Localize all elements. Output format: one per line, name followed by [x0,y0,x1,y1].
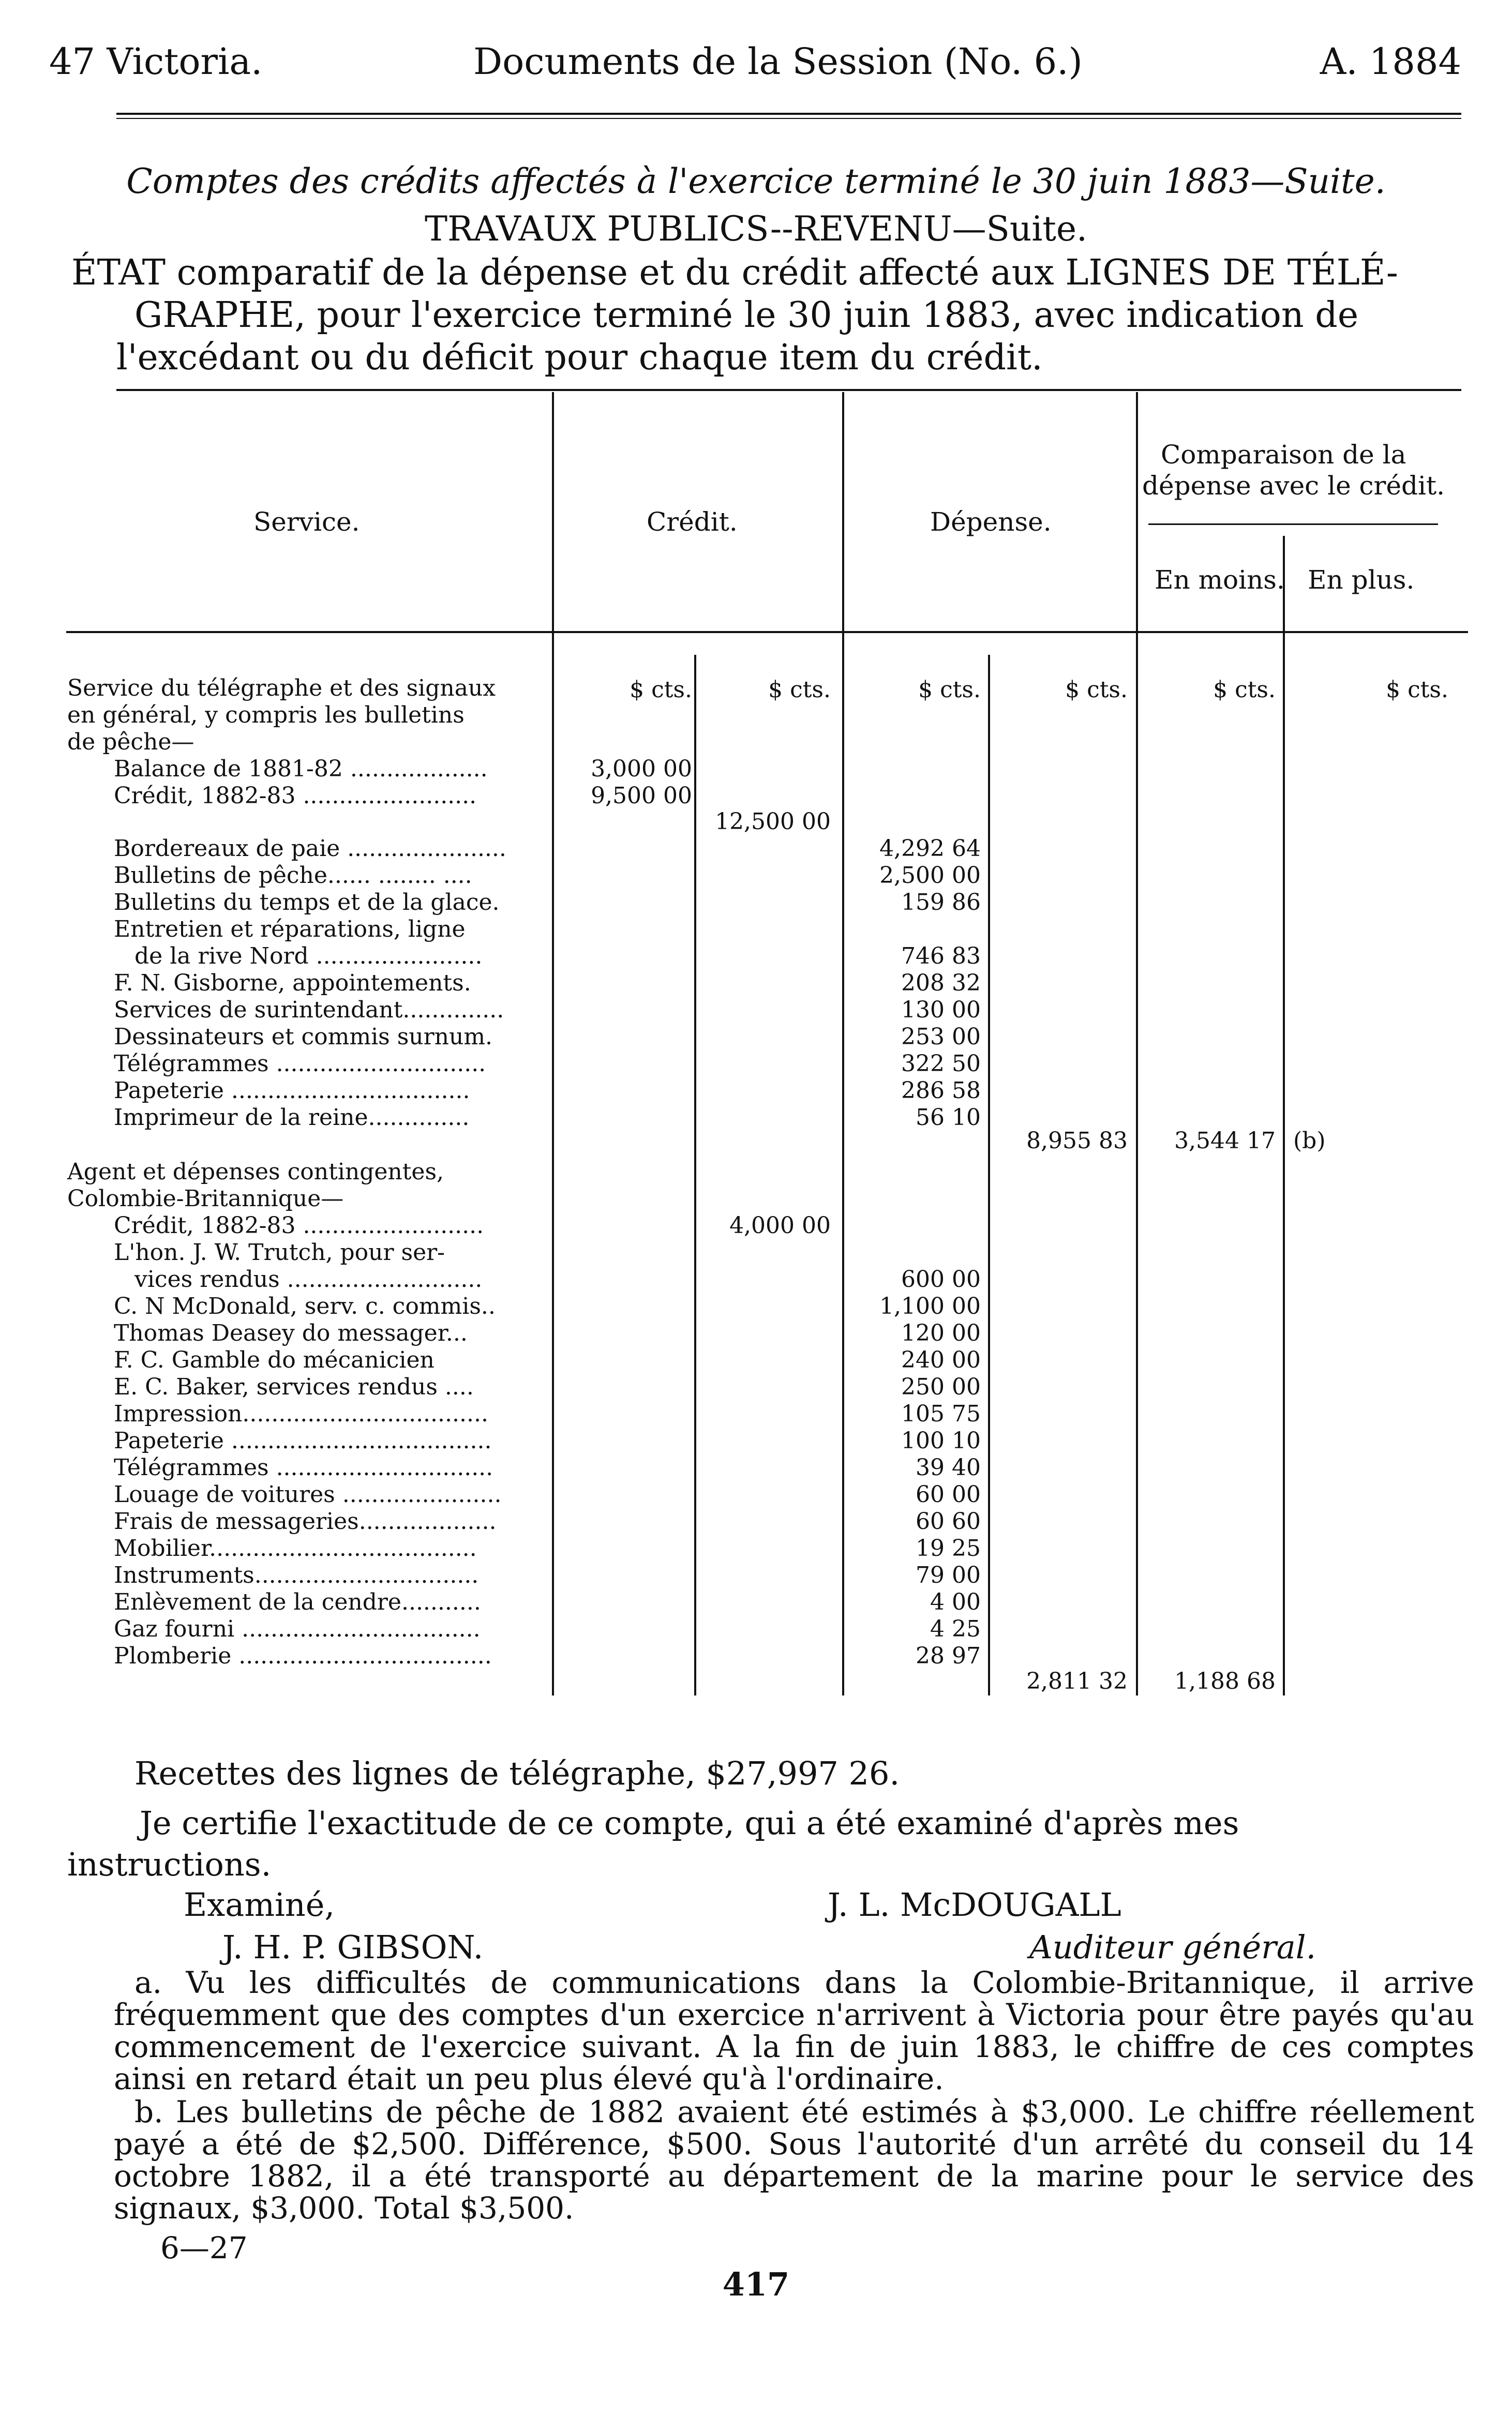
title-line-1: Comptes des crédits affectés à l'exercice terminé le 30 juin 1883—Suite. [126,161,1386,201]
table-top-rule [116,389,1461,391]
sheet-signature: 6—27 [160,2230,248,2265]
title-line-3: ÉTAT comparatif de la dépense et du crédit affecté aux LIGNES DE TÉLÉ- [71,252,1398,293]
header-right: A. 1884 [1320,40,1461,83]
service-item-label: de la rive Nord ....................... [134,943,483,969]
column-header-en-plus: En plus. [1308,565,1415,595]
column-header-service: Service. [253,507,360,537]
service-item-label: Balance de 1881-82 ................... [114,756,488,782]
amount-cell: 9,500 00 [591,783,692,809]
currency-header: $ cts. [630,677,692,703]
amount-cell: 240 00 [901,1347,981,1373]
auditor-title: Auditeur général. [1029,1928,1316,1966]
header-rule-bottom [116,118,1461,119]
table-column-rule [1136,392,1138,1695]
amount-cell: 130 00 [901,997,981,1023]
service-item-label: Gaz fourni ................................. [114,1616,481,1642]
title-line-5: l'excédant ou du déficit pour chaque item du crédit. [116,337,1043,378]
amount-cell: 253 00 [901,1024,981,1050]
service-item-label: Papeterie .................................... [114,1428,492,1454]
amount-cell: 100 10 [901,1428,981,1454]
amount-cell: 8,955 83 [1026,1128,1128,1154]
service-item-label: Crédit, 1882-83 ......................... [114,1212,484,1239]
service-item-label: Louage de voitures ...................... [114,1481,502,1508]
service-item-label: L'hon. J. W. Trutch, pour ser- [114,1239,445,1266]
table-header-rule [66,631,1468,633]
amount-cell: 4,292 64 [879,835,981,862]
footnote-b: b. Les bulletins de pêche de 1882 avaient été estimés à $3,000. Le chiffre réellement payé a été de $2,500. Différence, $500. Sous l'autorité d'un arrêté du conseil du 14 octobre 1882, il a été transporté au département de la marine pour le service des signaux, $3,000. Total $3,500. [114,2094,1474,2226]
service-item-label: en général, y compris les bulletins [67,702,465,728]
amount-cell: 79 00 [916,1562,981,1588]
certification-line-1: Je certifie l'exactitude de ce compte, qui a été examiné d'après mes [140,1804,1239,1842]
amount-cell: 600 00 [901,1266,981,1293]
service-item-label: Crédit, 1882-83 ........................ [114,783,477,809]
table-column-rule [1283,536,1285,1695]
amount-cell: 120 00 [901,1320,981,1346]
table-column-rule [552,392,554,1695]
currency-header: $ cts. [1213,677,1276,703]
column-header-comparaison: dépense avec le crédit. [1142,471,1445,501]
comparison-header-rule [1148,523,1438,525]
service-item-label: Service du télégraphe et des signaux [67,675,496,701]
amount-cell: 1,188 68 [1174,1668,1276,1694]
amount-cell: 250 00 [901,1374,981,1400]
title-line-4: GRAPHE, pour l'exercice terminé le 30 juin 1883, avec indication de [134,295,1359,336]
amount-cell: 2,500 00 [879,862,981,889]
service-item-label: Agent et dépenses contingentes, [67,1159,444,1185]
table-column-rule [988,655,990,1695]
amount-cell: 3,544 17 [1174,1128,1276,1154]
amount-cell: 322 50 [901,1051,981,1077]
service-item-label: Télégrammes .............................. [114,1454,493,1481]
service-item-label: Bulletins du temps et de la glace. [114,889,500,916]
amount-cell: 2,811 32 [1026,1668,1128,1694]
service-item-label: Plomberie ................................... [114,1643,492,1669]
service-item-label: C. N McDonald, serv. c. commis.. [114,1293,496,1319]
service-item-label: Mobilier..................................... [114,1535,477,1562]
footnote-a: a. Vu les difficultés de communications dans la Colombie-Britannique, il arrive fréquemment que des comptes d'un exercice n'arrivent à Victoria pour être payés qu'au commencement de l'exercice suivant. A la fin de juin 1883, le chiffre de ces comptes ainsi en retard était un peu plus élevé qu'à l'ordinaire. [114,1965,1474,2096]
service-item-label: Services de surintendant.............. [114,997,504,1023]
amount-cell: 3,000 00 [591,756,692,782]
service-item-label: Entretien et réparations, ligne [114,916,466,942]
amount-cell: 19 25 [916,1535,981,1562]
page-number: 417 [722,2265,790,2303]
service-item-label: Imprimeur de la reine.............. [114,1104,470,1131]
service-item-label: Bulletins de pêche...... ........ .... [114,862,472,889]
service-item-label: Colombie-Britannique— [67,1186,344,1212]
examined-label: Examiné, [184,1886,335,1924]
amount-cell: 12,500 00 [715,808,831,835]
certification-line-2: instructions. [67,1845,272,1883]
service-item-label: E. C. Baker, services rendus .... [114,1374,474,1400]
running-header [49,40,1461,82]
examiner-name: J. H. P. GIBSON. [222,1928,484,1966]
currency-header: $ cts. [1065,677,1128,703]
currency-header: $ cts. [768,677,831,703]
recettes-line: Recettes des lignes de télégraphe, $27,997 26. [134,1754,900,1792]
auditor-name: J. L. McDOUGALL [828,1886,1121,1924]
amount-cell: 60 00 [916,1481,981,1508]
amount-cell: 39 40 [916,1454,981,1481]
header-center: Documents de la Session (No. 6.) [473,40,1083,83]
amount-cell: 1,100 00 [879,1293,981,1319]
service-item-label: de pêche— [67,729,194,755]
amount-cell: 4 25 [930,1616,981,1642]
amount-cell: (b) [1293,1128,1326,1154]
title-line-2: TRAVAUX PUBLICS--REVENU—Suite. [424,209,1087,249]
service-item-label: Frais de messageries................... [114,1508,497,1535]
service-item-label: Bordereaux de paie ...................... [114,835,506,862]
service-item-label: Enlèvement de la cendre........... [114,1589,481,1615]
service-item-label: F. N. Gisborne, appointements. [114,970,471,996]
service-item-label: Dessinateurs et commis surnum. [114,1024,493,1050]
service-item-label: Thomas Deasey do messager... [114,1320,468,1346]
amount-cell: 60 60 [916,1508,981,1535]
header-rule-top [116,113,1461,115]
amount-cell: 286 58 [901,1077,981,1104]
currency-header: $ cts. [1386,677,1448,703]
amount-cell: 746 83 [901,943,981,969]
currency-header: $ cts. [918,677,981,703]
amount-cell: 56 10 [916,1104,981,1131]
amount-cell: 28 97 [916,1643,981,1669]
amount-cell: 159 86 [901,889,981,916]
service-item-label: Instruments............................... [114,1562,479,1588]
header-left: 47 Victoria. [49,40,263,83]
amount-cell: 105 75 [901,1401,981,1427]
amount-cell: 4 00 [930,1589,981,1615]
column-header-credit: Crédit. [647,507,738,537]
column-header-depense: Dépense. [930,507,1052,537]
service-item-label: vices rendus ........................... [134,1266,483,1293]
amount-cell: 208 32 [901,970,981,996]
service-item-label: Papeterie ................................. [114,1077,470,1104]
service-item-label: Impression.................................. [114,1401,488,1427]
service-item-label: Télégrammes ............................. [114,1051,486,1077]
column-header-en-moins: En moins. [1155,565,1285,595]
column-header-comparaison: Comparaison de la [1161,440,1406,470]
service-item-label: F. C. Gamble do mécanicien [114,1347,435,1373]
table-column-rule [842,392,844,1695]
amount-cell: 4,000 00 [729,1212,831,1239]
